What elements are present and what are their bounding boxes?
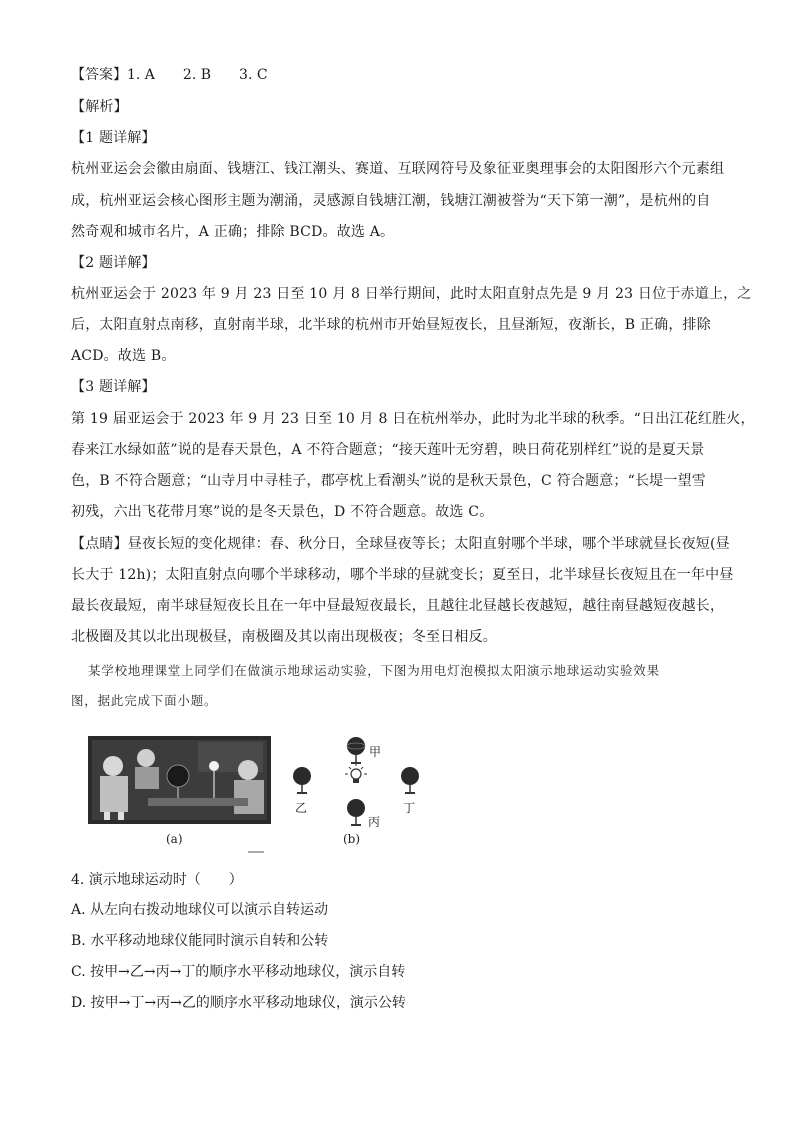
q3-line: 第 19 届亚运会于 2023 年 9 月 23 日至 10 月 8 日在杭州举办，此时为北半球的秋季。“日出江花红胜火， [71, 411, 755, 427]
option-a: A. 从左向右拨动地球仪可以演示自转运动 [71, 902, 329, 918]
answer-label: 【答案】 [71, 67, 127, 83]
option-c: C. 按甲→乙→丙→丁的顺序水平移动地球仪，演示自转 [71, 964, 406, 980]
q2-line: ACD。故选 B。 [71, 348, 176, 364]
q1-line: 成，杭州亚运会核心图形主题为潮涌，灵感源自钱塘江潮，钱塘江潮被誉为“天下第一潮”，是杭州的自 [71, 193, 711, 209]
analysis-label: 【解析】 [71, 99, 128, 115]
option-d: D. 按甲→丁→丙→乙的顺序水平移动地球仪，演示公转 [71, 995, 406, 1011]
tip-line: 北极圈及其以北出现极昼，南极圈及其以南出现极夜；冬至日相反。 [71, 629, 497, 645]
q3-line: 色，B 不符合题意；“山寺月中寻桂子，郡亭枕上看潮头”说的是秋天景色，C 符合题意；“长堤一望雪 [71, 473, 706, 489]
question-4-stem: 4. 演示地球运动时（ ） [71, 872, 243, 888]
q2-line: 杭州亚运会于 2023 年 9 月 23 日至 10 月 8 日举行期间，此时太阳直射点先是 9 月 23 日位于赤道上，之 [71, 286, 752, 302]
q3-label: 【3 题详解】 [71, 379, 156, 395]
q1-line: 然奇观和城市名片，A 正确；排除 BCD。故选 A。 [71, 224, 395, 240]
q1-line: 杭州亚运会会徽由扇面、钱塘江、钱江潮头、赛道、互联网符号及象征亚奥理事会的太阳图形六个元素组 [71, 161, 725, 177]
q2-label: 【2 题详解】 [71, 255, 156, 271]
caption-a: (a) [166, 832, 183, 846]
answer-3: 3. C [239, 67, 268, 83]
experiment-figure [88, 728, 448, 858]
q1-label: 【1 题详解】 [71, 130, 156, 146]
label-bing: 丙 [368, 815, 381, 829]
label-yi: 乙 [295, 801, 308, 815]
classroom-photo [88, 736, 271, 824]
intro-line: 图，据此完成下面小题。 [71, 693, 218, 708]
caption-b: (b) [343, 832, 361, 846]
tip-label: 【点睛】 [71, 536, 128, 552]
tip-line: 昼夜长短的变化规律：春、秋分日，全球昼夜等长；太阳直射哪个半球，哪个半球就昼长夜短(昼 [127, 536, 730, 552]
answer-2: 2. B [182, 67, 212, 83]
tip-line: 最长夜最短，南半球昼短夜长且在一年中昼最短夜最长，且越往北昼越长夜越短，越往南昼越短夜越长， [71, 598, 725, 614]
label-jia: 甲 [369, 745, 382, 759]
q2-line: 后，太阳直射点南移，直射南半球，北半球的杭州市开始昼短夜长，且昼渐短，夜渐长，B 正确，排除 [71, 317, 711, 333]
intro-line: 某学校地理课堂上同学们在做演示地球运动实验，下图为用电灯泡模拟太阳演示地球运动实验效果 [88, 663, 660, 678]
answer-line [71, 66, 268, 84]
answer-1: 1. A [127, 67, 155, 83]
option-b: B. 水平移动地球仪能同时演示自转和公转 [71, 933, 329, 949]
experiment-figure-svg [88, 728, 448, 858]
tip-line: 长大于 12h)；太阳直射点向哪个半球移动，哪个半球的昼就变长；夏至日，北半球昼长夜短且在一年中昼 [71, 567, 734, 583]
q3-line: 春来江水绿如蓝”说的是春天景色，A 不符合题意；“接天莲叶无穷碧，映日荷花别样红”说的是夏天景 [71, 442, 705, 458]
tip-first-line [71, 535, 730, 553]
q3-line: 初残，六出飞花带月寒”说的是冬天景色，D 不符合题意。故选 C。 [71, 504, 494, 520]
globe-positions-diagram [293, 737, 419, 826]
label-ding: 丁 [403, 801, 416, 815]
